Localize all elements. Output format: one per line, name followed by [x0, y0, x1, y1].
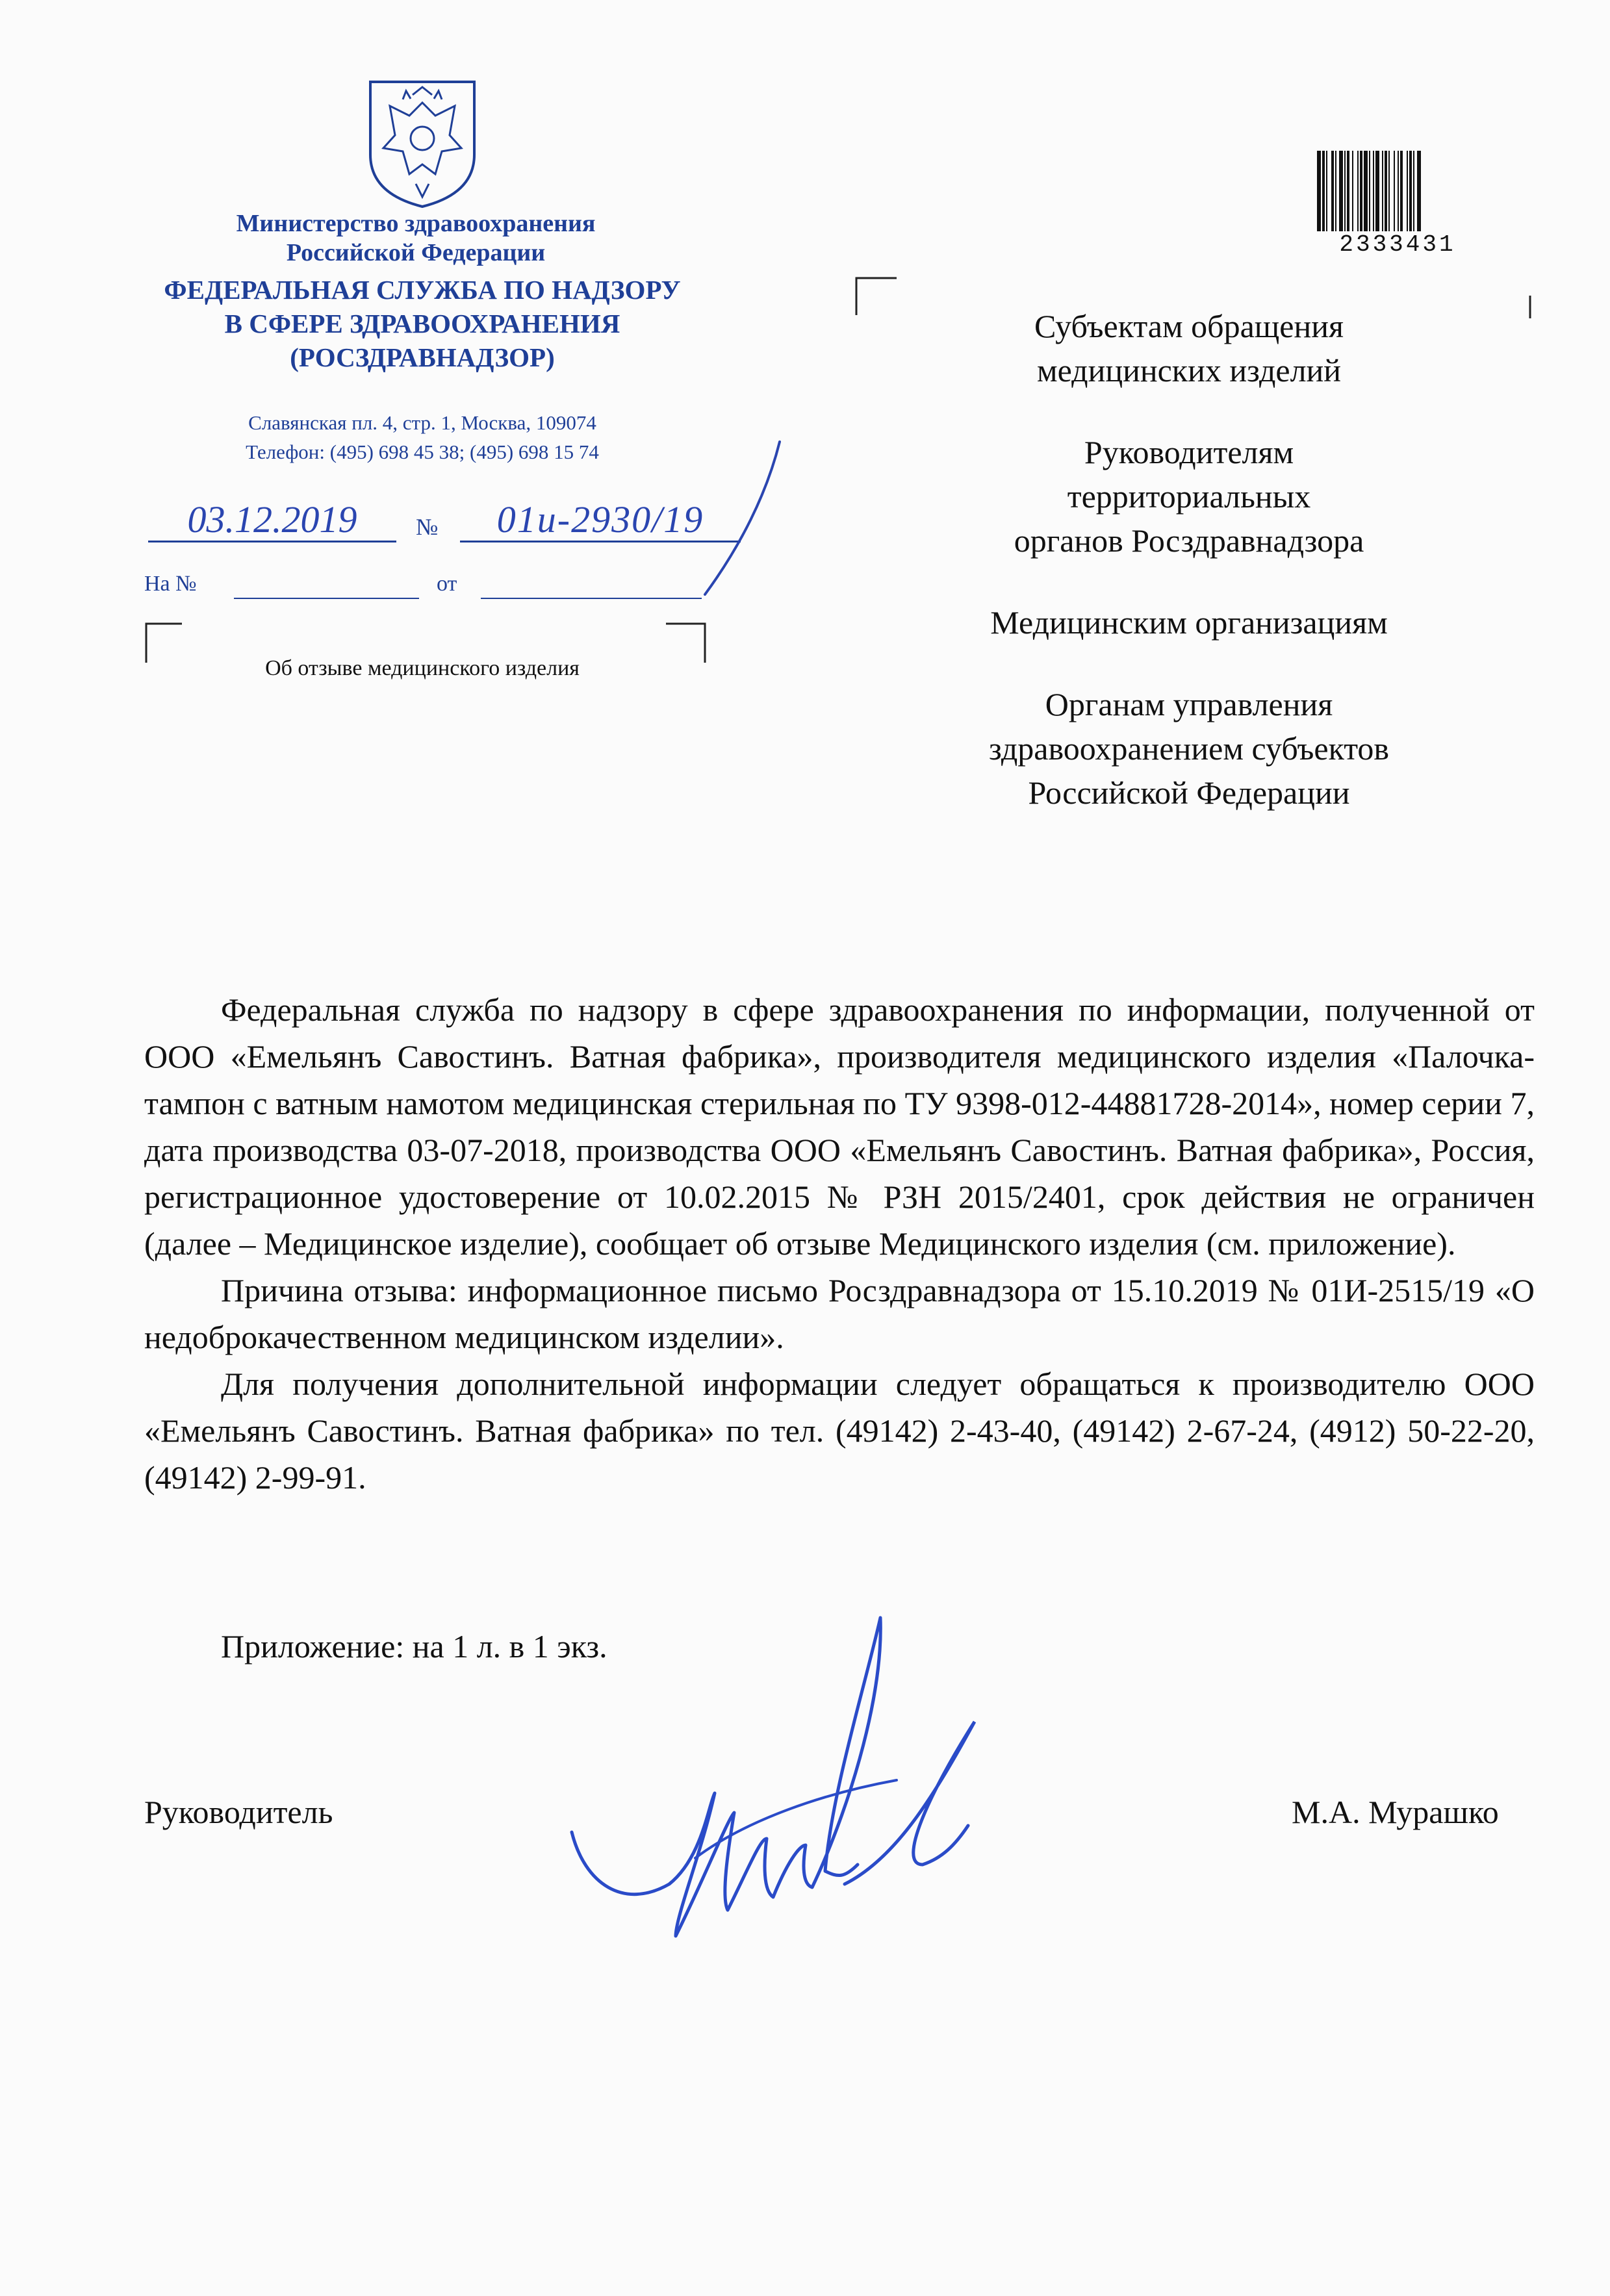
- service-line: ФЕДЕРАЛЬНАЯ СЛУЖБА ПО НАДЗОРУ: [164, 275, 681, 305]
- barcode-bar: [1388, 151, 1390, 231]
- service-line: В СФЕРЕ ЗДРАВООХРАНЕНИЯ: [224, 309, 620, 338]
- letter-body: [144, 986, 1535, 1501]
- barcode-bar: [1400, 151, 1403, 231]
- reply-to-label: На №: [144, 572, 197, 596]
- reply-to-blank: [234, 598, 419, 599]
- barcode-bar: [1344, 151, 1346, 231]
- reply-from-label: от: [437, 572, 457, 596]
- addressee-bracket-left: [856, 278, 897, 315]
- addressee: [897, 682, 1481, 815]
- barcode-bar: [1373, 151, 1374, 231]
- barcode-bar: [1375, 151, 1379, 231]
- barcode-bar: [1417, 151, 1421, 231]
- addressees-block: [897, 304, 1481, 852]
- barcode-bar: [1322, 151, 1325, 231]
- ministry-line: Министерство здравоохранения: [236, 210, 596, 237]
- service-name: [130, 273, 715, 374]
- addressee-line: Руководителям: [1084, 434, 1294, 470]
- barcode-bar: [1326, 151, 1327, 231]
- address-line: Телефон: (495) 698 45 38; (495) 698 15 74: [246, 440, 599, 463]
- barcode-bar: [1360, 151, 1362, 231]
- addressee-line: Медицинским организациям: [990, 604, 1388, 641]
- barcode-bar: [1385, 151, 1387, 231]
- coat-of-arms-icon: [364, 77, 481, 210]
- addressee: [897, 600, 1481, 644]
- barcode-bar: [1331, 151, 1334, 231]
- service-line: (РОСЗДРАВНАДЗОР): [290, 342, 555, 372]
- registration-number: 01и-2930/19: [460, 499, 741, 542]
- ministry-name: [169, 209, 663, 268]
- addressee-line: органов Росздравнадзора: [1014, 522, 1364, 559]
- addressee-line: медицинских изделий: [1036, 352, 1342, 389]
- letter-subject: Об отзыве медицинского изделия: [265, 656, 580, 680]
- signatory-position: Руководитель: [144, 1794, 333, 1830]
- addressee-line: Субъектам обращения: [1034, 308, 1344, 344]
- barcode-bar: [1369, 151, 1370, 231]
- body-paragraph: Причина отзыва: информационное письмо Росздравнадзора от 15.10.2019 № 01И-2515/19 «О недоброкачественном медицинском изделии».: [144, 1272, 1535, 1355]
- barcode-bar: [1364, 151, 1368, 231]
- body-paragraph: Для получения дополнительной информации следует обращаться к производителю ООО «Емельянъ Савостинъ. Ватная фабрика» по тел. (49142) 2-43-40, (49142) 2-67-24, (4912) 50-22-20, (49142) 2-99-91.: [144, 1366, 1535, 1496]
- barcode-bar: [1382, 151, 1383, 231]
- addressee-line: здравоохранением субъектов: [988, 730, 1390, 767]
- barcode-bar: [1339, 151, 1343, 231]
- barcode-bar: [1394, 151, 1395, 231]
- barcode-number: 2333431: [1339, 231, 1456, 258]
- service-address: [130, 408, 715, 466]
- body-paragraph: Федеральная служба по надзору в сфере здравоохранения по информации, полученной от ООО «Емельянъ Савостинъ. Ватная фабрика», производителя медицинского изделия «Палочка-тампон с ватным намотом медицинская стерильная по ТУ 9398-012-44881728-2014», номер серии 7, дата производства 03-07-2018, производства ООО «Емельянъ Савостинъ. Ватная фабрика», Россия, регистрационное удостоверение от 10.02.2015 № РЗН 2015/2401, срок действия не ограничен (далее – Медицинское изделие), сообщает об отзыве Медицинского изделия (см. приложение).: [144, 991, 1535, 1262]
- barcode-bar: [1347, 151, 1349, 231]
- barcode: [1316, 151, 1479, 231]
- ministry-line: Российской Федерации: [286, 239, 546, 266]
- addressee: [897, 304, 1481, 392]
- barcode-bar: [1409, 151, 1412, 231]
- barcode-bar: [1357, 151, 1359, 231]
- registration-date: 03.12.2019: [148, 499, 396, 542]
- barcode-bar: [1335, 151, 1336, 231]
- barcode-bar: [1407, 151, 1408, 231]
- barcode-bar: [1398, 151, 1399, 231]
- reply-from-blank: [481, 598, 702, 599]
- addressee-line: территориальных: [1067, 478, 1311, 515]
- attachment-note: Приложение: на 1 л. в 1 экз.: [221, 1628, 607, 1665]
- addressee: [897, 430, 1481, 563]
- addressee-line: Органам управления: [1045, 686, 1333, 722]
- addressee-line: Российской Федерации: [1028, 774, 1350, 811]
- barcode-bar: [1352, 151, 1353, 231]
- signatory-name: М.А. Мурашко: [1292, 1794, 1499, 1830]
- barcode-bars: [1317, 151, 1421, 231]
- number-sign: №: [416, 514, 439, 540]
- barcode-bar: [1413, 151, 1414, 231]
- barcode-bar: [1317, 151, 1321, 231]
- address-line: Славянская пл. 4, стр. 1, Москва, 109074: [248, 411, 596, 434]
